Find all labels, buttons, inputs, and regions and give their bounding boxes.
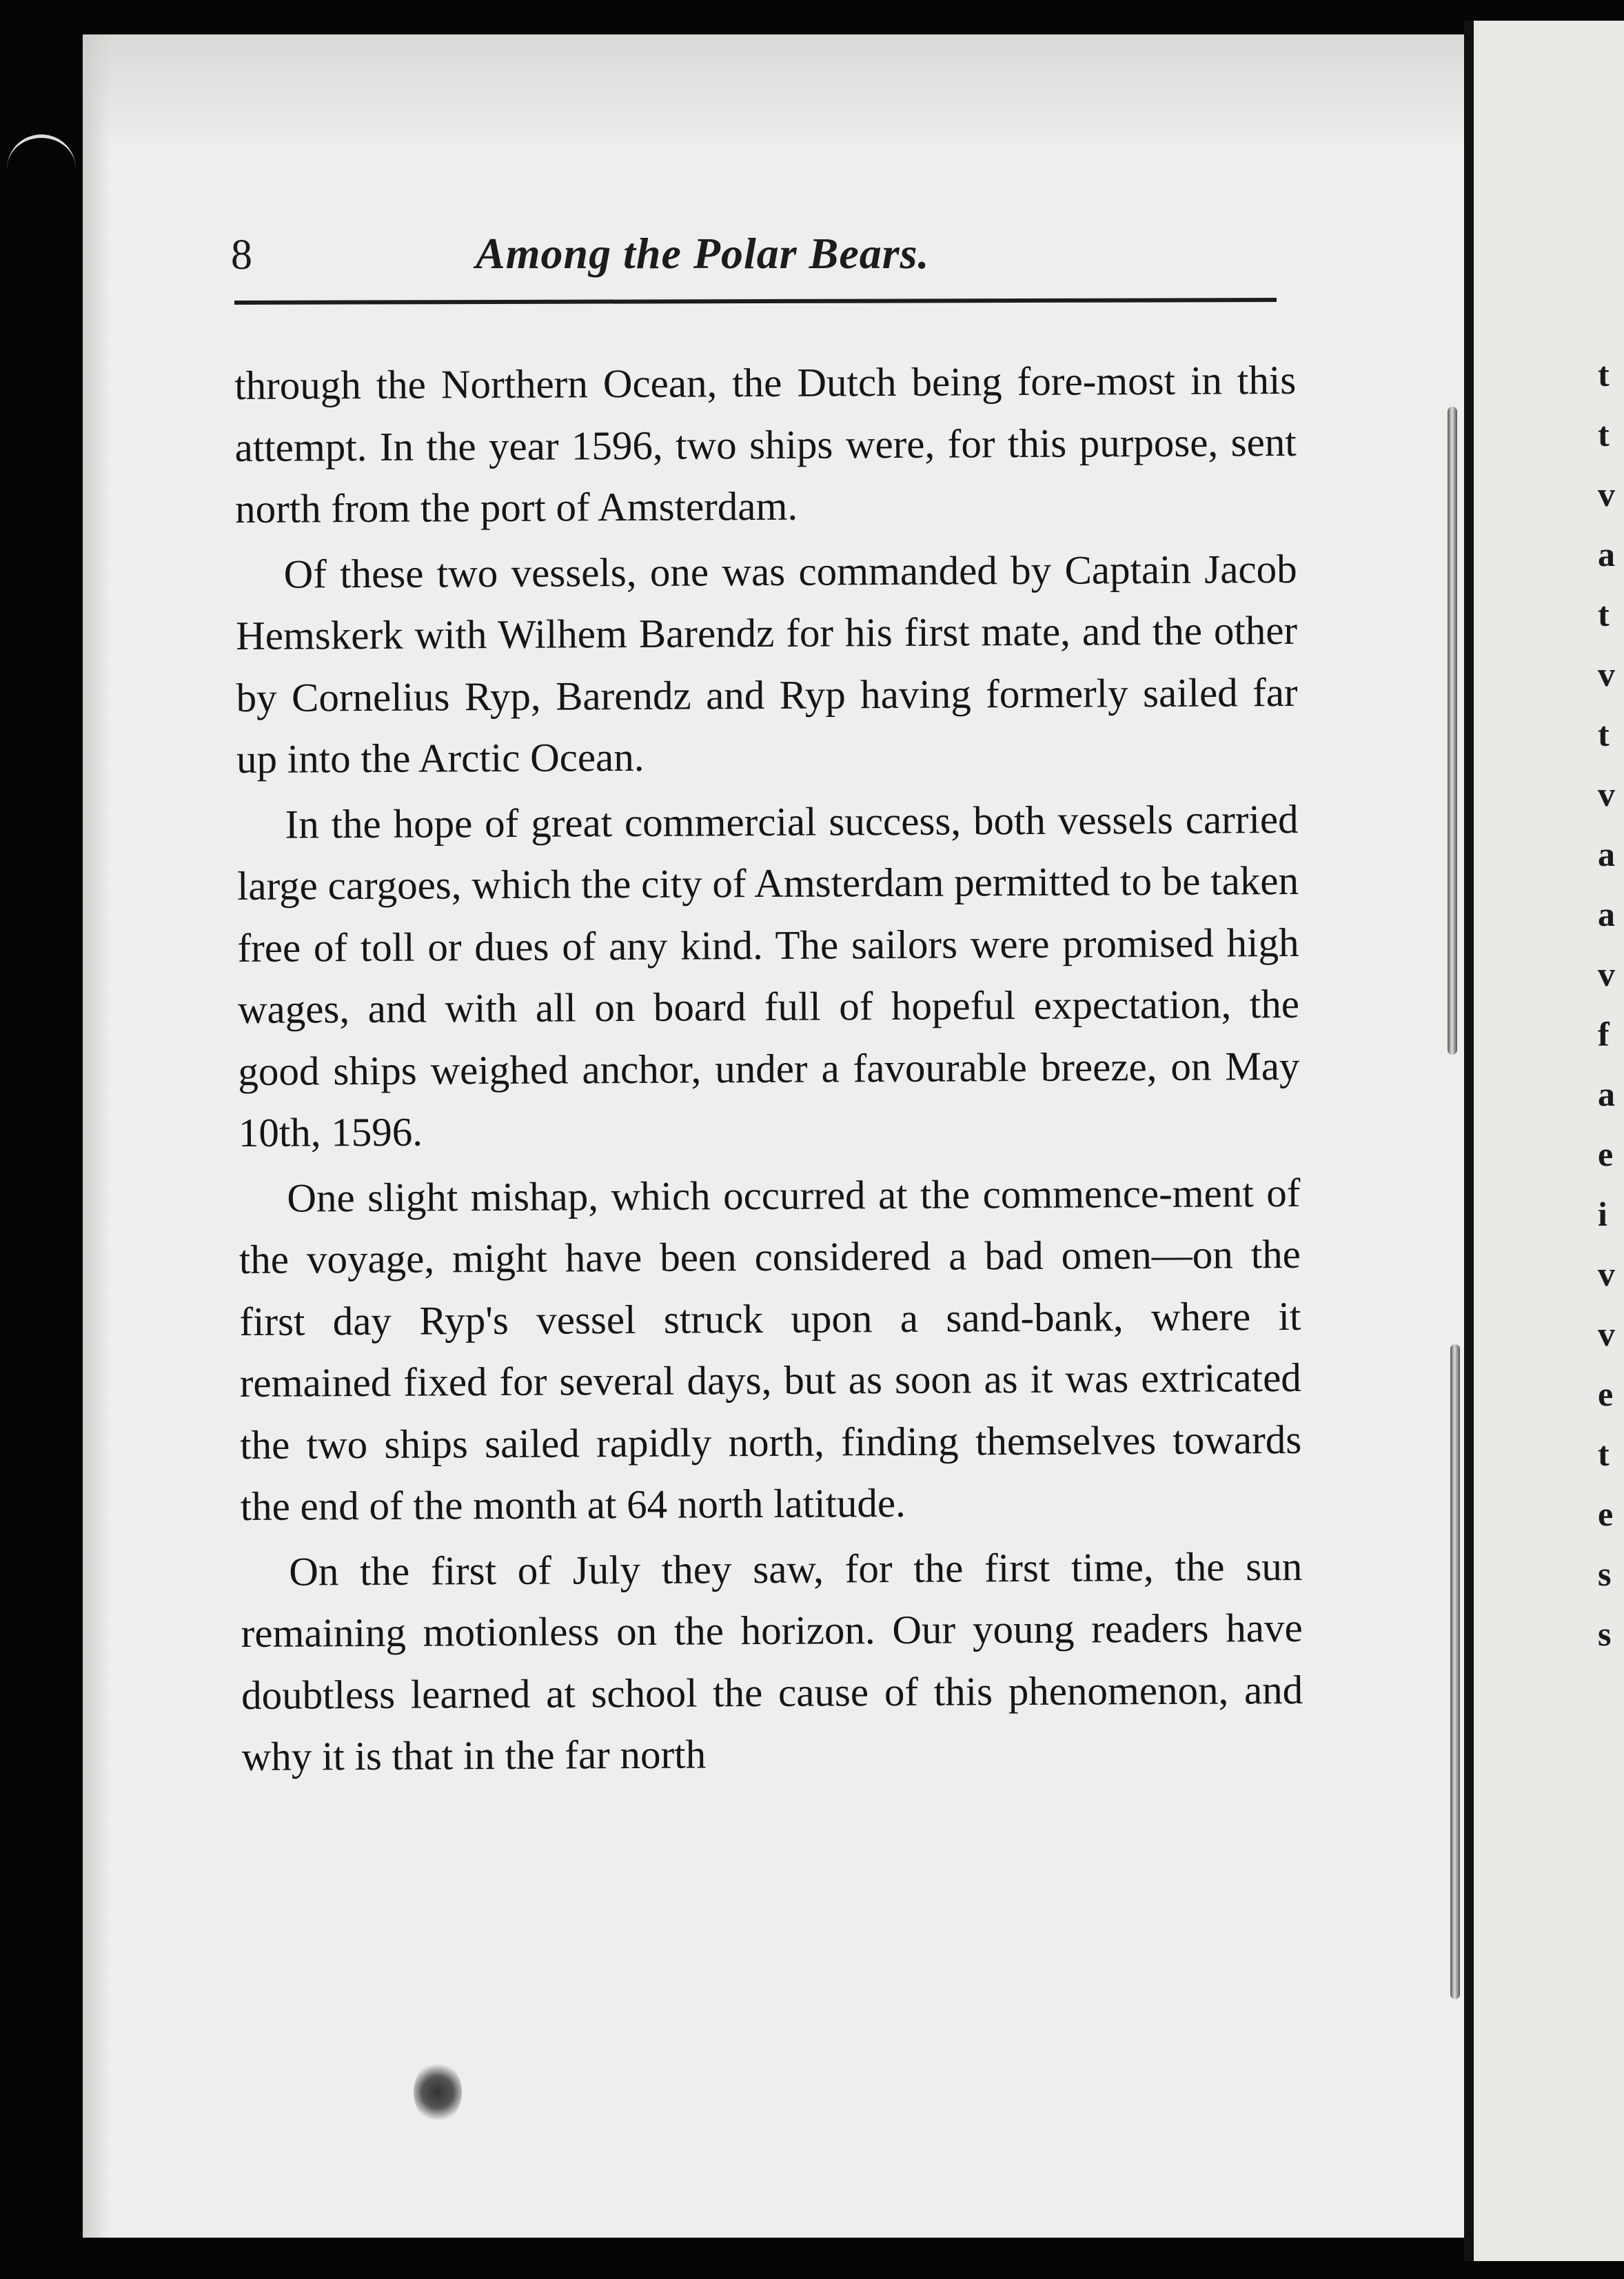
facing-letter: v [1598, 475, 1615, 514]
page-number: 8 [231, 232, 252, 278]
binding-thread [1450, 1344, 1460, 1999]
paragraph: On the first of July they saw, for the first time, the sun remaining motionless on the horizon. Our young readers have doubtless learned at school the cause of this phenomenon, and why it is that in the far north [241, 1543, 1303, 1779]
facing-letter: f [1598, 1015, 1610, 1053]
facing-letter: t [1598, 715, 1610, 753]
facing-letter: t [1598, 595, 1610, 634]
page-curl-mark [7, 134, 76, 172]
binding-thread [1448, 407, 1457, 1055]
facing-letter: a [1598, 895, 1615, 933]
facing-letter: v [1598, 1315, 1615, 1353]
paragraph: In the hope of great commercial success, both vessels carried large cargoes, which the city of Amsterdam permitted to be taken free of toll or dues of any kind. The sailors were promised high wages, and with all on board full of hopeful expectation, the good ships weighed anchor, under a favourable breeze, on May 10th, 1596. [236, 796, 1300, 1155]
facing-page-letters [1598, 345, 1624, 1664]
paragraph: One slight mishap, which occurred at the commence-ment of the voyage, might have been considered a bad omen—on the first day Ryp's vessel struck upon a sand-bank, where it remained fixed for several days, but as soon as it was extricated the two ships sailed rapidly north, finding themselves towards the end of the month at 64 north latitude. [238, 1169, 1302, 1529]
facing-letter: e [1598, 1375, 1614, 1413]
facing-letter: e [1598, 1135, 1614, 1173]
ink-blot [414, 2061, 462, 2123]
book-gutter [1464, 21, 1474, 2261]
facing-letter: s [1598, 1554, 1612, 1593]
facing-letter: a [1598, 535, 1615, 574]
facing-letter: v [1598, 955, 1615, 993]
facing-letter: i [1598, 1195, 1607, 1233]
running-header [231, 231, 1265, 286]
facing-letter: v [1598, 655, 1615, 693]
facing-letter: a [1598, 835, 1615, 873]
paragraph: Of these two vessels, one was commanded by Captain Jacob Hemskerk with Wilhem Barendz for his first mate, and the other by Cornelius Ryp, Barendz and Ryp having formerly sailed far up into the Arctic Ocean. [235, 545, 1298, 782]
running-title: Among the Polar Bears. [476, 229, 930, 278]
paragraph: through the Northern Ocean, the Dutch being fore-most in this attempt. In the year 1596, two ships were, for this purpose, sent north from the port of Amsterdam. [234, 356, 1297, 531]
facing-letter: e [1598, 1495, 1614, 1533]
facing-letter: s [1598, 1614, 1612, 1653]
facing-letter: t [1598, 415, 1610, 454]
facing-letter: t [1598, 1435, 1610, 1473]
facing-letter: v [1598, 775, 1615, 813]
page-body [234, 350, 1303, 1792]
facing-letter: v [1598, 1255, 1615, 1293]
facing-letter: a [1598, 1075, 1615, 1113]
facing-letter: t [1598, 355, 1610, 394]
